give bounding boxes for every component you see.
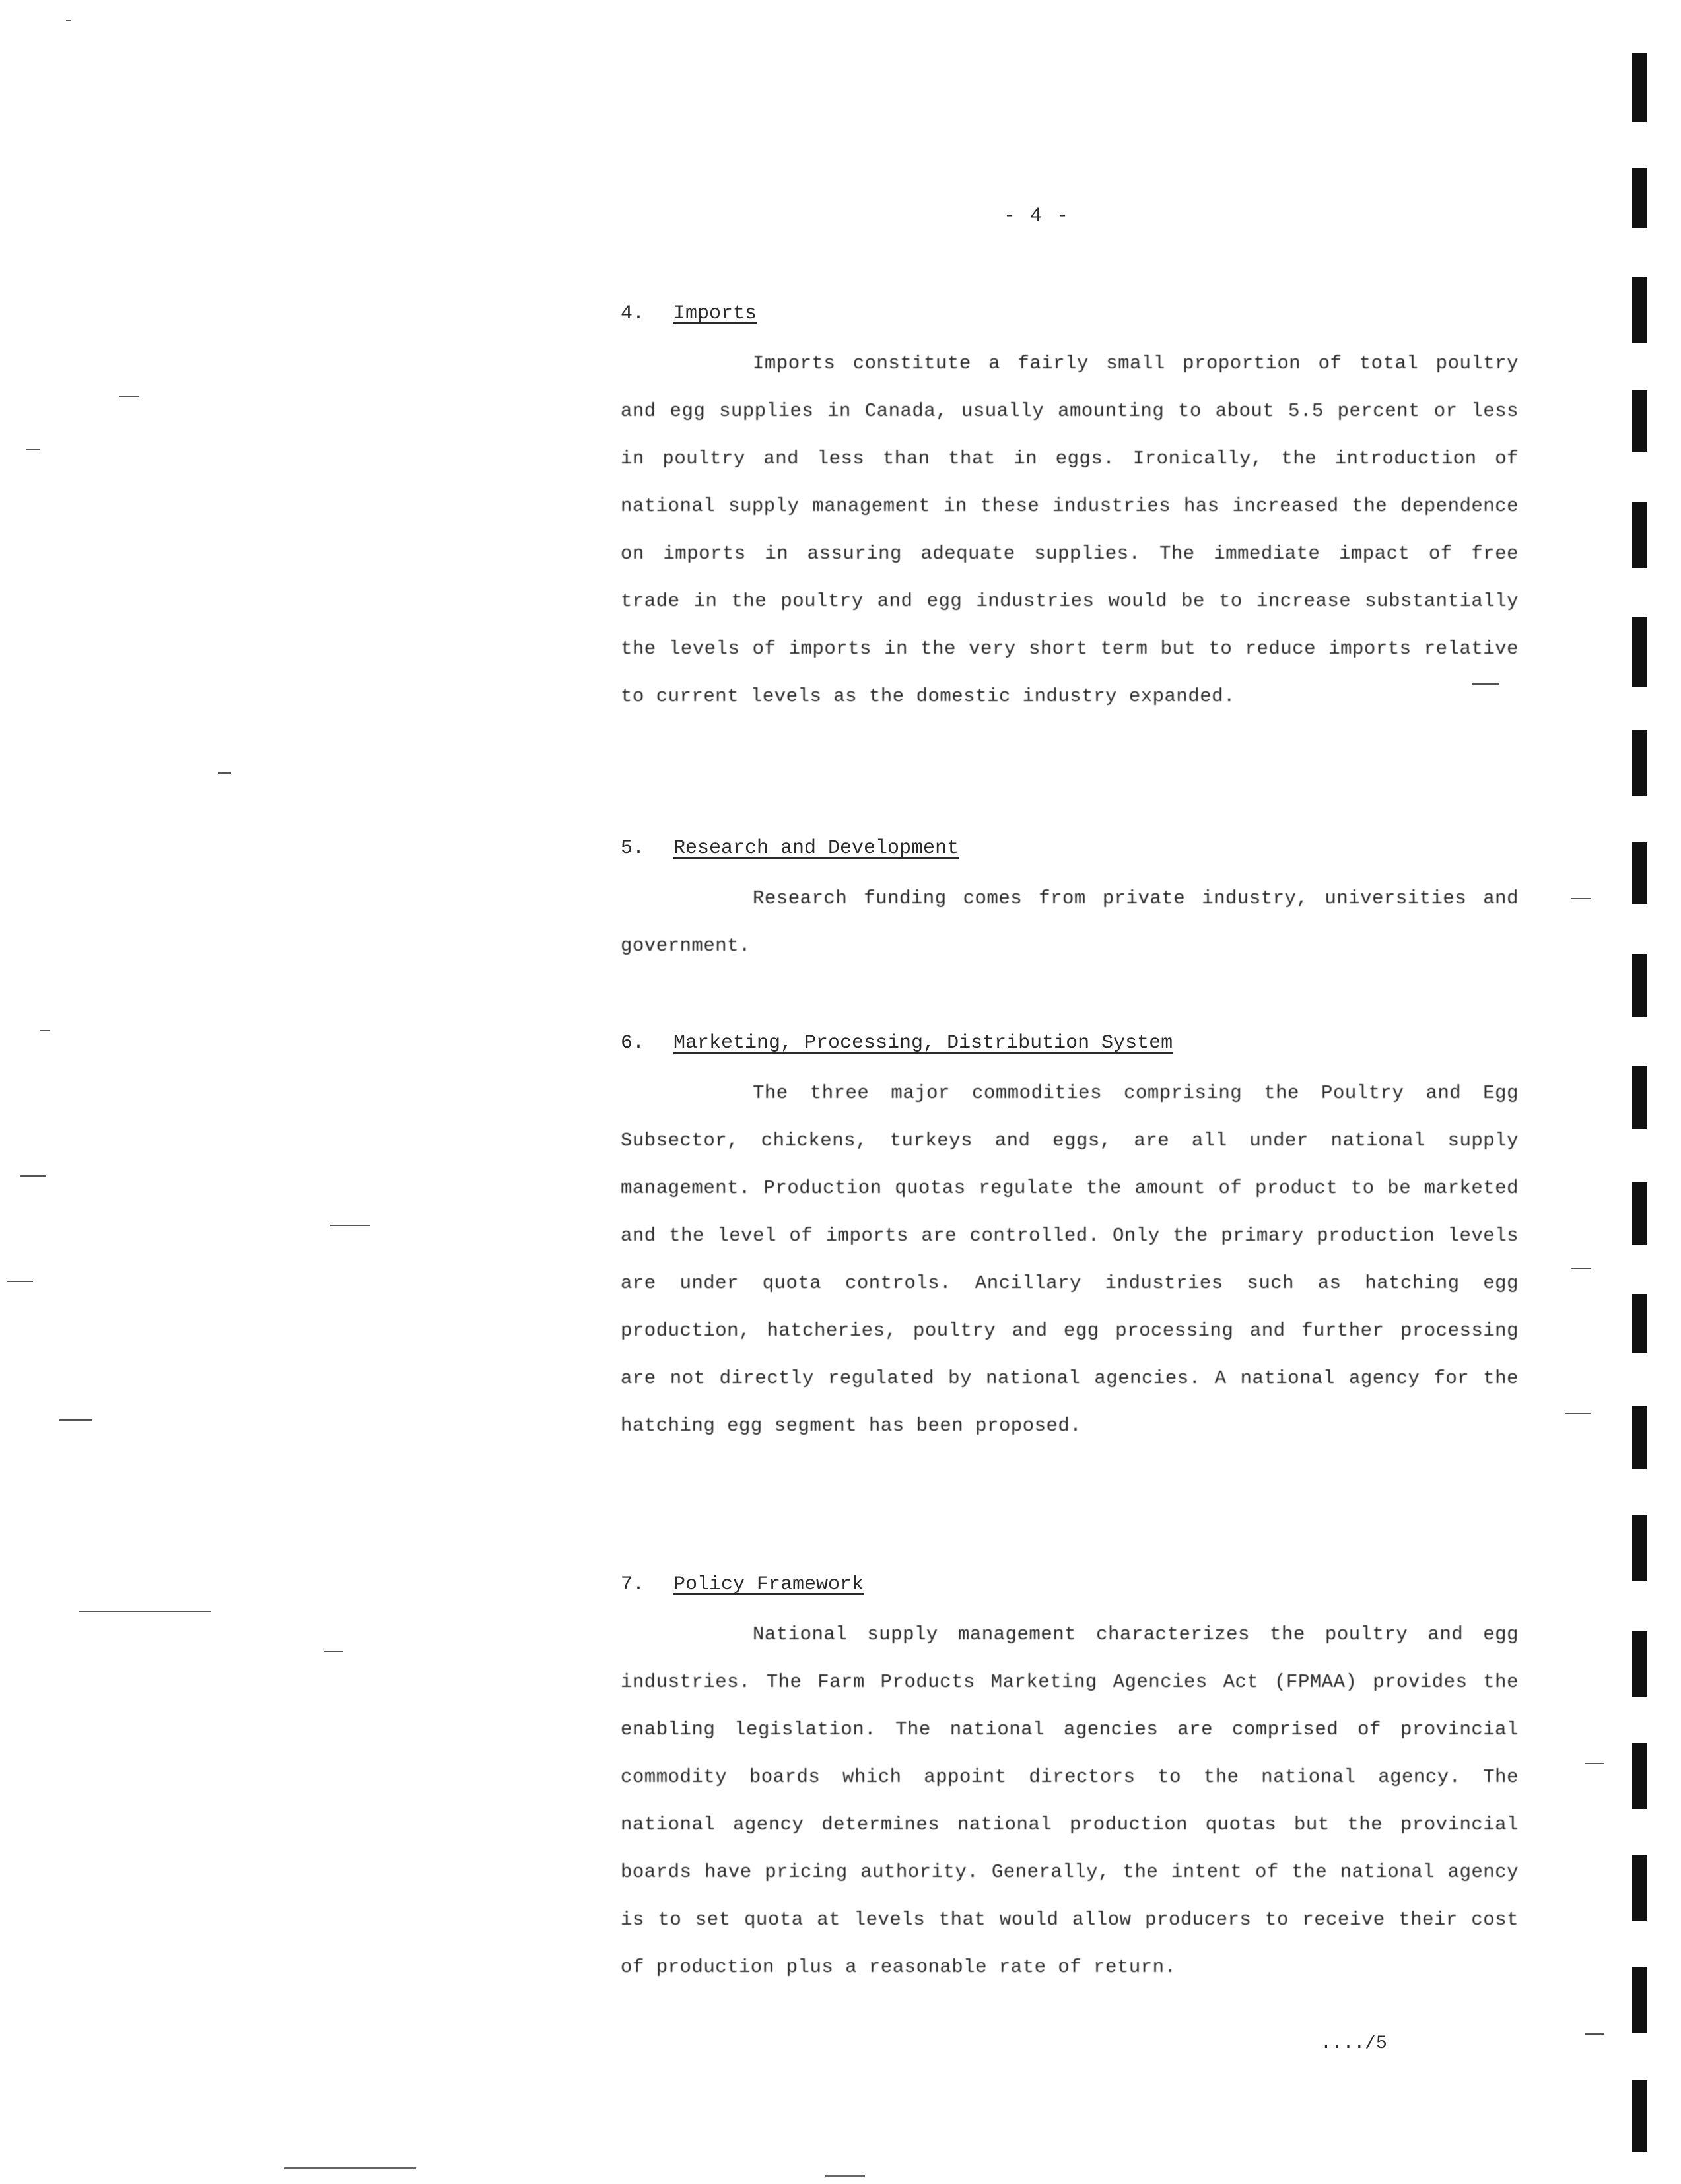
scan-bar: [1632, 53, 1647, 122]
speck: [1472, 683, 1499, 685]
section-title: Policy Framework: [673, 1573, 864, 1596]
scan-bar: [1632, 502, 1647, 568]
speck: [20, 1175, 46, 1177]
scan-bar: [1632, 1515, 1647, 1581]
scan-bar: [1632, 1967, 1647, 2033]
section-number: 6.: [621, 1032, 645, 1054]
edge-line: [825, 2175, 865, 2177]
speck: [66, 20, 71, 21]
section-marketing: [621, 1030, 1519, 1450]
speck: [1585, 1763, 1604, 1764]
section-heading: [621, 1571, 1519, 1598]
scan-bar: [1632, 1743, 1647, 1809]
section-policy: [621, 1571, 1519, 1991]
page-number: - 4 -: [1004, 205, 1070, 227]
speck: [59, 1419, 92, 1421]
scan-bar: [1632, 842, 1647, 904]
scan-bar: [1632, 2080, 1647, 2152]
speck: [7, 1281, 33, 1282]
speck: [79, 1611, 211, 1612]
speck: [218, 772, 231, 774]
scan-bar: [1632, 617, 1647, 687]
scan-bar: [1632, 277, 1647, 343]
speck: [330, 1225, 370, 1226]
speck: [119, 396, 139, 397]
speck: [26, 449, 40, 450]
scan-bar: [1632, 1406, 1647, 1469]
scan-bar: [1632, 168, 1647, 228]
scan-bar: [1632, 1182, 1647, 1245]
section-heading: [621, 300, 1519, 327]
section-number: 7.: [621, 1573, 645, 1596]
speck: [1565, 1413, 1591, 1414]
speck: [1571, 1268, 1591, 1269]
section-body: Imports constitute a fairly small proportion of total poultry and egg supplies in Canada, usually amounting to about 5.5 percent or less in poultry and less than that in eggs. Ironically, the introduction of national supply management in these industries has increased the dependence on imports in assuring adequate supplies. The immediate impact of free trade in the poultry and egg industries would be to increase substantially the levels of imports in the very short term but to reduce imports relative to current levels as the domestic industry expanded.: [621, 353, 1519, 707]
speck: [1571, 898, 1591, 899]
speck: [1585, 2033, 1604, 2035]
edge-line: [284, 2167, 416, 2169]
scan-bar: [1632, 1631, 1647, 1697]
scan-bar: [1632, 1855, 1647, 1921]
section-research: [621, 835, 1519, 970]
scan-bar: [1632, 954, 1647, 1017]
section-title: Marketing, Processing, Distribution System: [673, 1032, 1173, 1054]
section-heading: [621, 1030, 1519, 1056]
section-title: Imports: [673, 302, 757, 325]
speck: [324, 1651, 343, 1652]
section-body: Research funding comes from private industry, universities and government.: [621, 887, 1519, 957]
scan-bar: [1632, 1294, 1647, 1353]
section-body: The three major commodities comprising the Poultry and Egg Subsector, chickens, turkeys and eggs, are all under national supply management. Production quotas regulate the amount of product to be marketed and the level of imports are controlled. Only the primary production levels are under quota controls. Ancillary industries such as hatching egg production, hatcheries, poultry and egg processing and further processing are not directly regulated by national agencies. A national agency for the hatching egg segment has been proposed.: [621, 1082, 1519, 1437]
section-number: 4.: [621, 302, 645, 325]
scan-bar: [1632, 1066, 1647, 1129]
section-imports: [621, 300, 1519, 720]
scan-bar: [1632, 730, 1647, 796]
speck: [40, 1030, 50, 1031]
section-number: 5.: [621, 837, 645, 860]
continuation-mark: ..../5: [1321, 2033, 1387, 2054]
section-title: Research and Development: [673, 837, 959, 860]
section-heading: [621, 835, 1519, 862]
scan-bar: [1632, 390, 1647, 452]
section-body: National supply management characterizes the poultry and egg industries. The Farm Products Marketing Agencies Act (FPMAA) provides the enabling legislation. The national agencies are comprised of provincial commodity boards which appoint directors to the national agency. The national agency determines national production quotas but the provincial boards have pricing authority. Generally, the intent of the national agency is to set quota at levels that would allow producers to receive their cost of production plus a reasonable rate of return.: [621, 1623, 1519, 1978]
